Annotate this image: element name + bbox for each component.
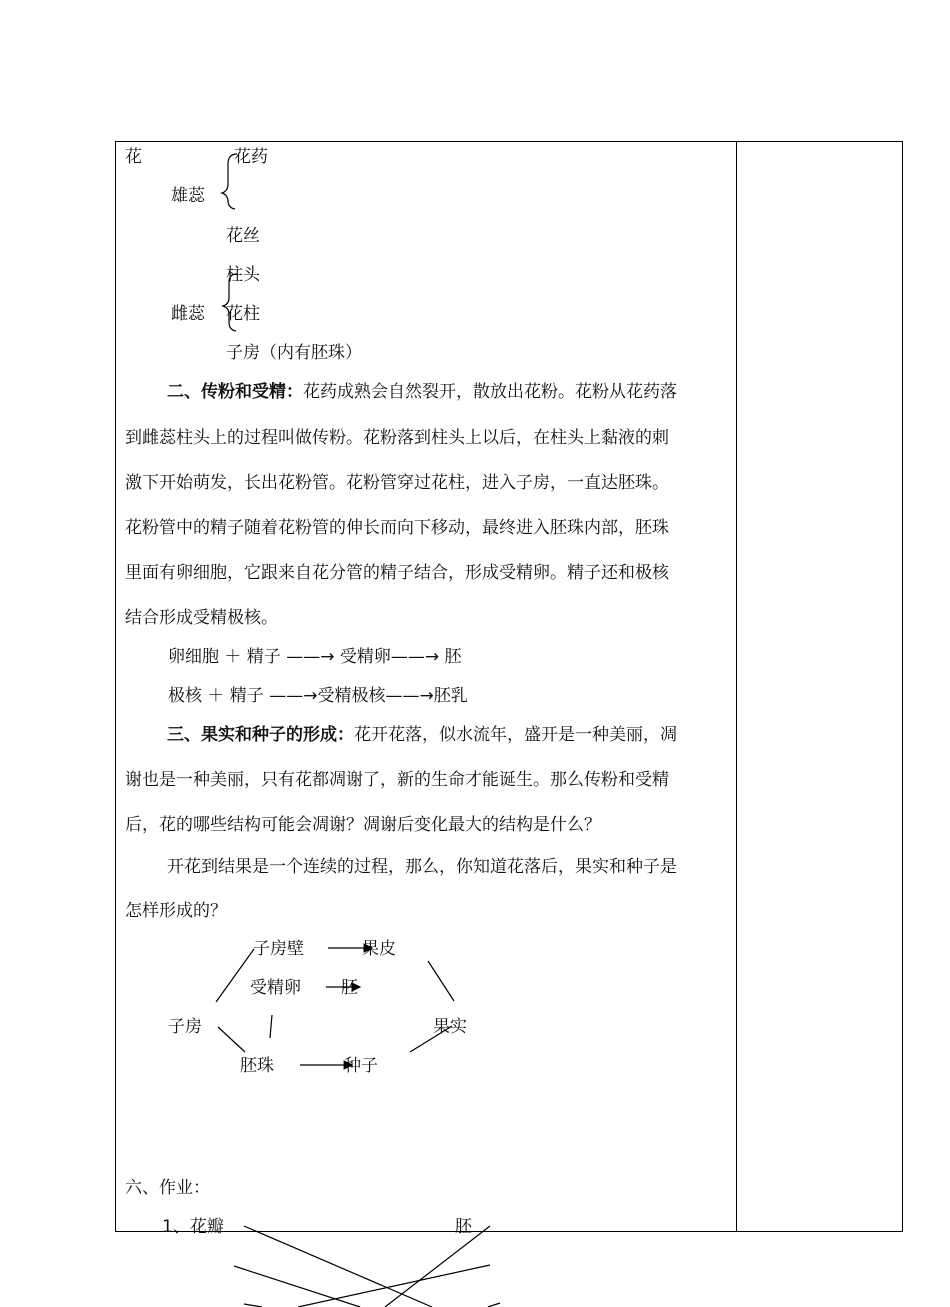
pericarp-to-fruit-line — [428, 961, 454, 1001]
section2-line-4: 花粉管中的精子随着花粉管的伸长而向下移动，最终进入胚珠内部，胚珠 — [125, 518, 669, 538]
diagram-ovary-wall: 子房壁 — [253, 939, 304, 959]
pistil-brace — [223, 274, 237, 331]
homework-item1-left: 1、花瓣 — [162, 1217, 224, 1237]
section3-line-1: 三、果实和种子的形成：花开花落，似水流年，盛开是一种美丽，凋 — [167, 725, 677, 745]
stamen-brace — [222, 154, 237, 209]
label-filament: 花丝 — [226, 226, 260, 246]
seed-to-fruit-line — [410, 1026, 452, 1052]
label-ovary-with-ovule: 子房（内有胚珠） — [226, 343, 362, 363]
section3-line-2: 谢也是一种美丽，只有花都凋谢了，新的生命才能诞生。那么传粉和受精 — [125, 770, 669, 790]
label-flower: 花 — [125, 147, 142, 167]
section2-heading: 二、传粉和受精： — [167, 382, 303, 402]
formula-endosperm: 极核 ＋ 精子 ——→受精极核——→胚乳 — [168, 686, 468, 706]
section3-line-3: 后，花的哪些结构可能会凋谢？凋谢后变化最大的结构是什么？ — [125, 815, 601, 835]
match-line-1 — [244, 1226, 432, 1307]
ovary-to-wall-line — [216, 949, 254, 1002]
diagram-embryo: 胚 — [341, 978, 358, 998]
match-line-2 — [234, 1266, 360, 1307]
homework-item1-right: 胚 — [455, 1217, 472, 1237]
label-stamen: 雄蕊 — [171, 186, 205, 206]
label-stigma: 柱头 — [226, 265, 260, 285]
section2-line-6: 结合形成受精极核。 — [125, 608, 278, 628]
section3-heading: 三、果实和种子的形成： — [167, 725, 354, 745]
section2-line-5: 里面有卵细胞，它跟来自花分管的精子结合，形成受精卵。精子还和极核 — [125, 563, 669, 583]
diagram-seed: 种子 — [344, 1056, 378, 1076]
diagram-zygote: 受精卵 — [250, 978, 301, 998]
formula-zygote: 卵细胞 ＋ 精子 ——→ 受精卵——→ 胚 — [168, 647, 462, 667]
homework-heading: 六、作业： — [125, 1178, 210, 1198]
section3-line-4: 开花到结果是一个连续的过程，那么，你知道花落后，果实和种子是 — [167, 857, 677, 877]
section2-line-2: 到雌蕊柱头上的过程叫做传粉。花粉落到柱头上以后，在柱头上黏液的刺 — [125, 428, 669, 448]
diagram-fruit: 果实 — [433, 1017, 467, 1037]
label-pistil: 雌蕊 — [171, 304, 205, 324]
label-anther: 花药 — [234, 147, 268, 167]
ovary-to-ovule-line — [218, 1027, 245, 1052]
label-style: 花柱 — [226, 304, 260, 324]
match-line-6 — [488, 1303, 500, 1307]
diagram-ovary: 子房 — [168, 1017, 202, 1037]
diagram-ovule: 胚珠 — [240, 1056, 274, 1076]
section3-line-5: 怎样形成的？ — [125, 901, 227, 921]
section2-line-3: 激下开始萌发，长出花粉管。花粉管穿过花柱，进入子房，一直达胚珠。 — [125, 473, 669, 493]
section2-line-1: 二、传粉和受精：花药成熟会自然裂开，散放出花粉。花粉从花药落 — [167, 382, 677, 402]
diagram-pericarp: 果皮 — [362, 939, 396, 959]
match-line-3 — [385, 1226, 490, 1307]
ovule-to-zygote-line — [270, 1015, 272, 1038]
